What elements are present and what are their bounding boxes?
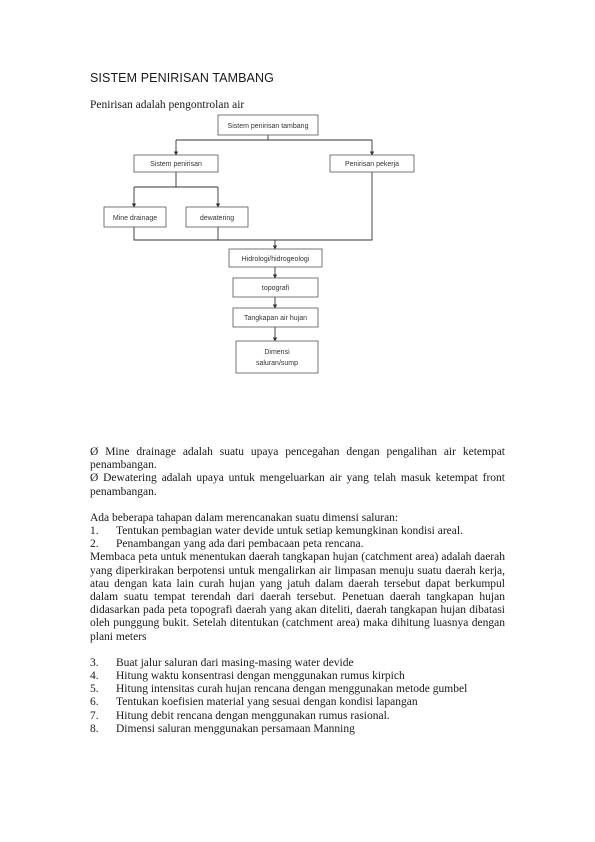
flowchart-node-topografi [233, 278, 318, 297]
list-item: 8. Dimensi saluran menggunakan persamaan Manning [90, 722, 355, 735]
list-item: 2. Penambangan yang ada dari pembacaan peta rencana. [90, 538, 364, 551]
node-label: dewatering [199, 215, 235, 222]
list-item: 3. Buat jalur saluran dari masing-masing water devide [90, 656, 354, 669]
list-item: 5. Hitung intensitas curah hujan rencana dengan menggunakan metode gumbel [90, 683, 468, 696]
stages-intro: Ada beberapa tahapan dalam merencanakan suatu dimensi saluran: [90, 511, 399, 524]
flowchart-node-right [330, 155, 414, 172]
node-label: Sistem penirisan tambang [227, 123, 309, 130]
node-label: Sistem penirisan [150, 161, 202, 168]
node-label: topografi [261, 285, 290, 292]
node-label: saluran/sump [255, 360, 299, 367]
flowchart-node-left [134, 155, 218, 172]
flowchart-node-dewatering [186, 207, 248, 227]
list-item: 7. Hitung debit rencana dengan menggunakan rumus rasional. [90, 709, 390, 722]
list-item: 6. Tentukan koefisien material yang sesuai dengan kondisi lapangan [90, 696, 418, 709]
document-body [90, 446, 505, 736]
definition-mine-drainage: Ø Mine drainage adalah suatu upaya pencegahan dengan pengalihan air ketempat penambangan. [90, 446, 505, 472]
flowchart-node-root [218, 115, 318, 135]
flowchart-node-dimensi [236, 341, 318, 373]
flowchart-node-mine-drainage [104, 207, 166, 227]
catchment-paragraph: Membaca peta untuk menentukan daerah tangkapan hujan (catchment area) adalah daerah yang diperkirakan berpotensi untuk mengalirkan air limpasan menuju suatu daerah kerja, atau dengan kata lain curah hujan yang jatuh dalam daerah tersebut dapat berkumpul dalam suatu tempat terendah dari daerah tersebut. Penetuan daerah tangkapan hujan didasarkan pada peta topografi daerah yang akan diteliti, daerah tangkapan hujan dibatasi oleh punggung bukit. Setelah ditentukan (catchment area) maka dihitung luasnya dengan plani meters [90, 551, 505, 643]
list-item: 1. Tentukan pembagian water devide untuk setiap kemungkinan kondisi areal. [90, 525, 463, 538]
definition-dewatering: Ø Dewatering adalah upaya untuk mengeluarkan air yang telah masuk ketempat front penambangan. [90, 472, 505, 498]
node-label: Tangkapan air hujan [243, 315, 308, 322]
node-label: Mine drainage [112, 215, 158, 222]
list-item: 4. Hitung waktu konsentrasi dengan menggunakan rumus kirpich [90, 670, 405, 683]
flowchart-diagram [0, 0, 595, 420]
flowchart-node-tangkapan [233, 308, 318, 327]
node-label: Penirisan pekerja [344, 161, 400, 168]
document-title: SISTEM PENIRISAN TAMBANG [90, 71, 274, 85]
flowchart-node-hidrologi [229, 249, 322, 267]
node-label: Dimensi [264, 349, 290, 356]
intro-text: Penirisan adalah pengontrolan air [90, 99, 245, 111]
node-label: Hidrologi/hidrogeologi [241, 256, 310, 263]
